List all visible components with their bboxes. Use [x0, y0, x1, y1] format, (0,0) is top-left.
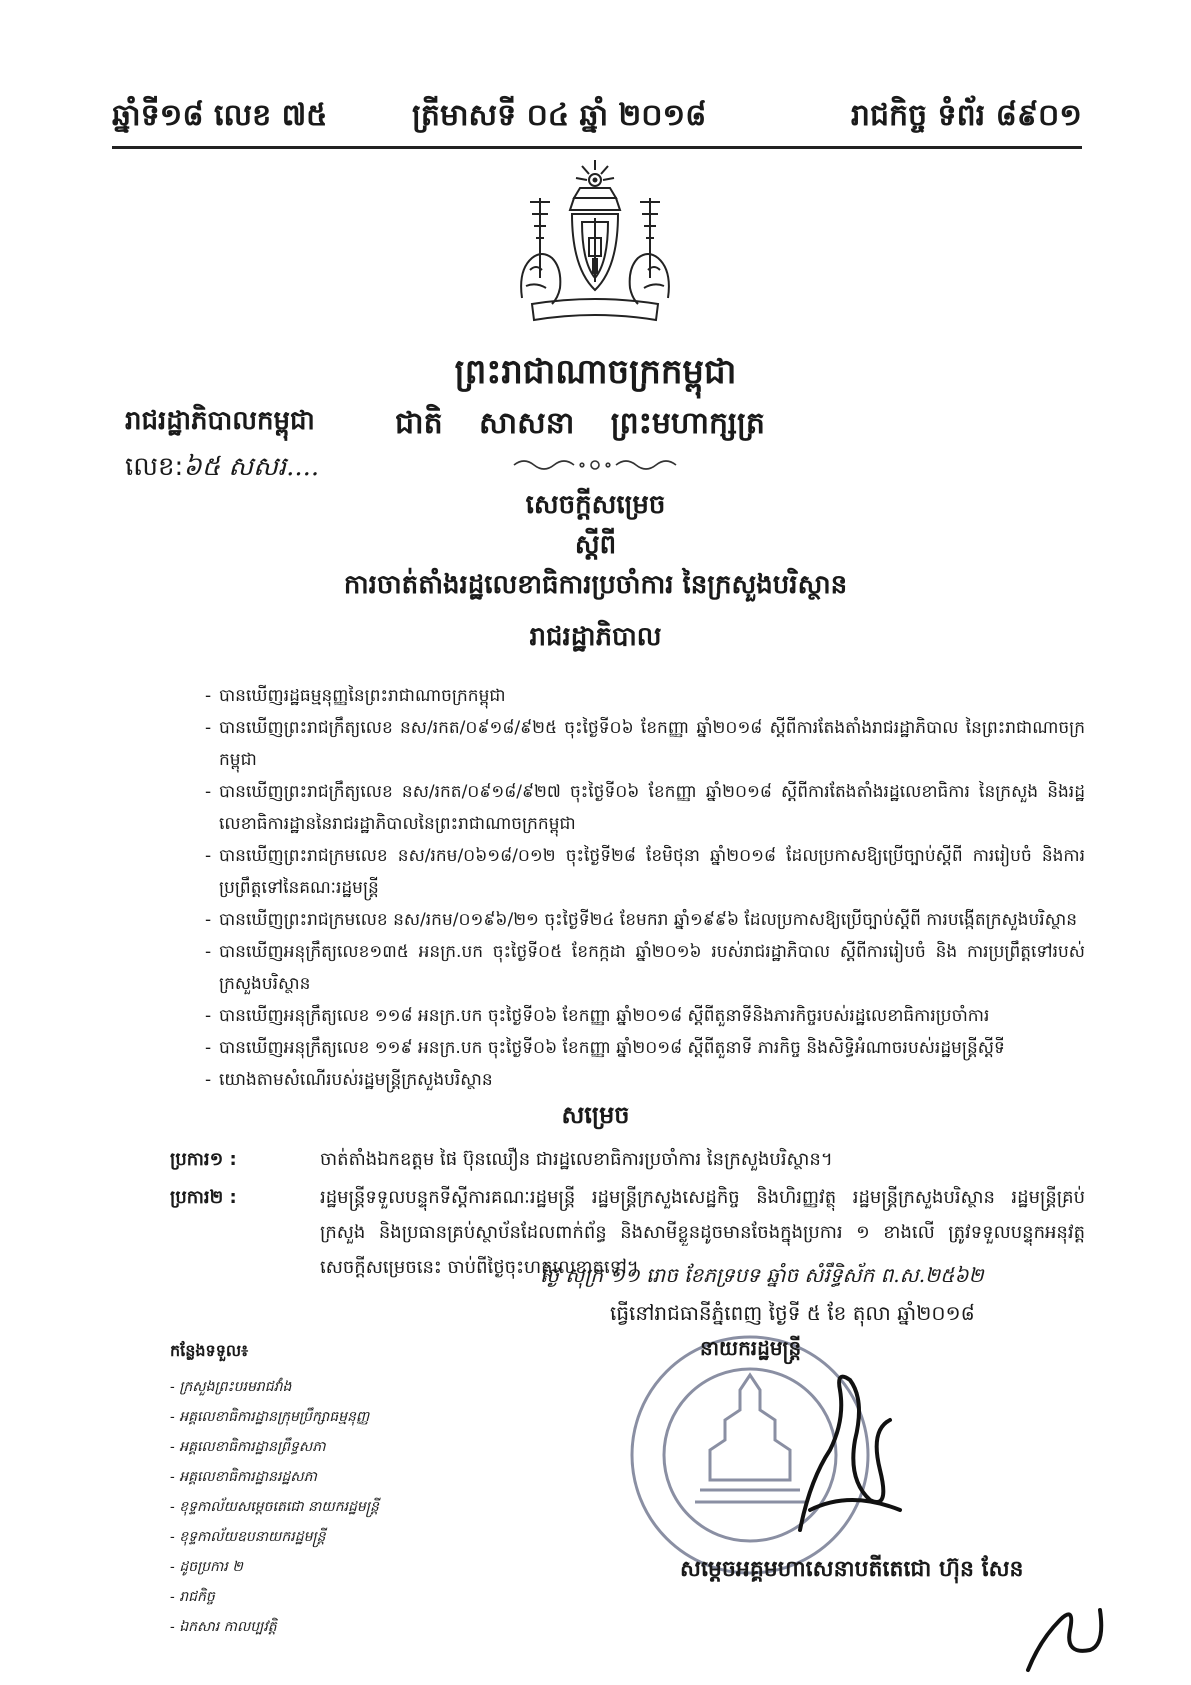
decision-subject-label: ស្តីពី: [574, 530, 617, 560]
kingdom-name: ព្រះរាជាណាចក្រកម្ពុជា: [454, 352, 737, 392]
recipient-item: - អគ្គលេខាធិការដ្ឋានព្រឹទ្ធសភា: [170, 1432, 379, 1462]
preamble-item: - បានឃើញអនុក្រឹត្យលេខ១៣៥ អនក្រ.បក ចុះថ្ងៃទី០៥ ខែកក្កដា ឆ្នាំ២០១៦ របស់រាជរដ្ឋាភិបាល ស្តីពីការរៀបចំ និង ការប្រព្រឹត្តទៅរបស់ក្រសួងបរិស្ថាន: [205, 936, 1085, 1000]
preamble-item: - បានឃើញអនុក្រឹត្យលេខ ១១៩ អនក្រ.បក ចុះថ្ងៃទី០៦ ខែកញ្ញា ឆ្នាំ២០១៨ ស្តីពីតួនាទី ភារកិច្ច និងសិទ្ធិអំណាចរបស់រដ្ឋមន្ត្រីស្តីទី: [205, 1032, 1085, 1064]
preamble-item: - បានឃើញអនុក្រឹត្យលេខ ១១៨ អនក្រ.បក ចុះថ្ងៃទី០៦ ខែកញ្ញា ឆ្នាំ២០១៨ ស្តីពីតួនាទីនិងភារកិច្ចរបស់រដ្ឋលេខាធិការប្រចាំការ: [205, 1000, 1085, 1032]
recipient-item: - ក្រសួងព្រះបរមរាជវាំង: [170, 1372, 379, 1402]
lunar-date: ថ្ងៃ សុក្រ ១១ រោច ខែភទ្របទ ឆ្នាំច សំរឹទ្ធិស័ក ព.ស.២៥៦២: [540, 1263, 984, 1287]
preamble-item: - បានឃើញព្រះរាជក្រមលេខ នស/រកម/០៦១៨/០១២ ចុះថ្ងៃទី២៨ ខែមិថុនា ឆ្នាំ២០១៨ ដែលប្រកាសឱ្យប្រើច្បាប់ស្តីពី ការរៀបចំ និងការប្រព្រឹត្តទៅនៃគណៈរដ្ឋមន្ត្រី: [205, 840, 1085, 904]
article-1: [170, 1142, 1085, 1177]
article-text: រដ្ឋមន្ត្រីទទួលបន្ទុកទីស្តីការគណៈរដ្ឋមន្ត្រី រដ្ឋមន្ត្រីក្រសួងសេដ្ឋកិច្ច និងហិរញ្ញវត្ថុ រដ្ឋមន្ត្រីក្រសួងបរិស្ថាន រដ្ឋមន្ត្រីគ្រប់ក្រសួង និងប្រធានគ្រប់ស្ថាប័នដែលពាក់ព័ន្ធ និងសាមីខ្លួនដូចមានចែងក្នុងប្រការ ១ ខាងលើ ត្រូវទទួលបន្ទុកអនុវត្តសេចក្តីសម្រេចនេះ ចាប់ពីថ្ងៃចុះហត្ថលេខាតទៅ។: [320, 1187, 1085, 1278]
reference-number: [125, 450, 319, 488]
preamble-item: - បានឃើញព្រះរាជក្រឹត្យលេខ នស/រកត/០៩១៨/៩២៧ ចុះថ្ងៃទី០៦ ខែកញ្ញា ឆ្នាំ២០១៨ ស្តីពីការតែងតាំងរដ្ឋលេខាធិការ នៃក្រសួង និងរដ្ឋលេខាធិការដ្ឋាននៃរាជរដ្ឋាភិបាលនៃព្រះរាជាណាចក្រកម្ពុជា: [205, 776, 1085, 840]
government-name: រាជរដ្ឋាភិបាលកម្ពុជា: [125, 406, 315, 436]
initials-flourish: [1020, 1600, 1110, 1675]
royal-coat-of-arms-icon: [512, 158, 678, 328]
recipients-heading: កន្លែងទទួល៖: [170, 1341, 249, 1360]
gazette-year-issue: ឆ្នាំទី១៨ លេខ ៧៥: [112, 98, 328, 133]
recipient-item: - ខុទ្ទកាល័យឧបនាយករដ្ឋមន្ត្រី: [170, 1522, 379, 1552]
recipient-item: - ដូចប្រការ ២: [170, 1552, 379, 1582]
recipient-item: - រាជកិច្ច: [170, 1582, 379, 1612]
issuing-authority: រាជរដ្ឋាភិបាល: [529, 622, 662, 652]
article-label: ប្រការ២ :: [170, 1187, 237, 1208]
national-motto: ជាតិ សាសនា ព្រះមហាក្សត្រ: [395, 406, 765, 441]
preamble-item: - បានឃើញព្រះរាជក្រឹត្យលេខ នស/រកត/០៩១៨/៩២៥ ចុះថ្ងៃទី០៦ ខែកញ្ញា ឆ្នាំ២០១៨ ស្តីពីការតែងតាំងរាជរដ្ឋាភិបាល នៃព្រះរាជាណាចក្រកម្ពុជា: [205, 712, 1085, 776]
recipient-item: - ខុទ្ទកាល័យសម្តេចតេជោ នាយករដ្ឋមន្ត្រី: [170, 1492, 379, 1522]
recipient-item: - អគ្គលេខាធិការដ្ឋានក្រុមប្រឹក្សាធម្មនុញ្ញ: [170, 1402, 379, 1432]
article-label: ប្រការ១ :: [170, 1149, 237, 1170]
signatory-name: សម្តេចអគ្គមហាសេនាបតីតេជោ ហ៊ុន សែន: [680, 1557, 1024, 1582]
preamble-item: - យោងតាមសំណើរបស់រដ្ឋមន្ត្រីក្រសួងបរិស្ថាន: [205, 1064, 1085, 1096]
gazette-quarter: ត្រីមាសទី ០៤ ឆ្នាំ ២០១៨: [412, 98, 707, 133]
preamble-list: [205, 680, 1085, 1096]
signatory-title: នាយករដ្ឋមន្ត្រី: [700, 1336, 802, 1360]
decorative-divider-icon: [510, 455, 680, 475]
decision-title: សេចក្តីសម្រេច: [525, 490, 666, 520]
handwritten-signature: [770, 1360, 920, 1550]
solar-date: ធ្វើនៅរាជធានីភ្នំពេញ ថ្ងៃទី ៥ ខែ តុលា ឆ្នាំ២០១៨: [610, 1301, 975, 1325]
reference-label: លេខ:: [125, 452, 184, 482]
header-divider: [112, 146, 1082, 149]
reference-value: ៦៥ សសរ....: [183, 452, 320, 482]
recipients-list: [170, 1372, 379, 1642]
decision-heading: សម្រេច: [561, 1101, 630, 1129]
article-text: ចាត់តាំងឯកឧត្តម ផៃ ប៊ុនឈឿន ជារដ្ឋលេខាធិការប្រចាំការ នៃក្រសួងបរិស្ថាន។: [320, 1149, 833, 1170]
preamble-item: - បានឃើញរដ្ឋធម្មនុញ្ញនៃព្រះរាជាណាចក្រកម្ពុជា: [205, 680, 1085, 712]
recipient-item: - អគ្គលេខាធិការដ្ឋានរដ្ឋសភា: [170, 1462, 379, 1492]
gazette-page: រាជកិច្ច ទំព័រ ៨៩០១: [850, 98, 1082, 133]
decision-subject: ការចាត់តាំងរដ្ឋលេខាធិការប្រចាំការ នៃក្រសួងបរិស្ថាន: [343, 570, 848, 600]
preamble-item: - បានឃើញព្រះរាជក្រមលេខ នស/រកម/០១៩៦/២១ ចុះថ្ងៃទី២៤ ខែមករា ឆ្នាំ១៩៩៦ ដែលប្រកាសឱ្យប្រើច្បាប់ស្តីពី ការបង្កើតក្រសួងបរិស្ថាន: [205, 904, 1085, 936]
recipient-item: - ឯកសារ កាលប្បវត្តិ: [170, 1612, 379, 1642]
